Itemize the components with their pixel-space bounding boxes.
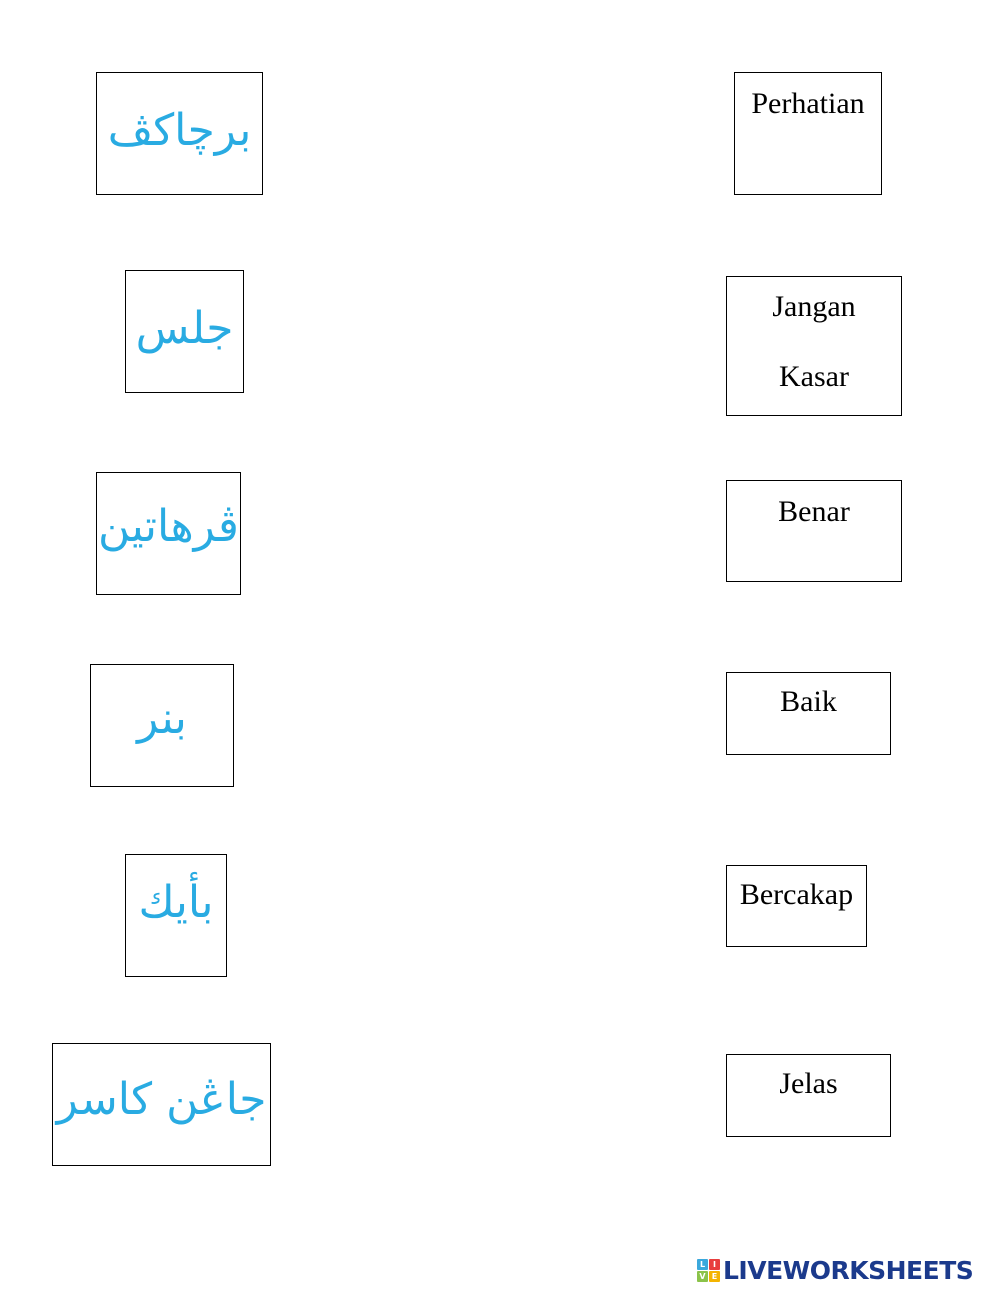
jawi-word: ڤرهاتين [98, 501, 239, 552]
logo-tile: L [697, 1259, 708, 1270]
jawi-card[interactable] [96, 472, 241, 595]
rumi-word: Bercakap [739, 878, 854, 911]
jawi-word: بأيك [138, 877, 214, 928]
logo-tiles-icon [697, 1259, 720, 1282]
jawi-word: جاڠن كاسر [56, 1074, 267, 1125]
logo-tile: V [697, 1271, 708, 1282]
rumi-word: Benar [778, 495, 850, 528]
logo-tile: I [709, 1259, 720, 1270]
logo-text: LIVEWORKSHEETS [723, 1255, 974, 1285]
rumi-word: Perhatian [751, 87, 865, 120]
jawi-word: جلس [135, 303, 234, 354]
jawi-card[interactable] [52, 1043, 271, 1166]
rumi-card[interactable] [734, 72, 882, 195]
rumi-word: Baik [780, 685, 837, 718]
rumi-word-line-1: Jangan [772, 290, 856, 323]
jawi-word: بنر [137, 693, 187, 744]
logo-tile: E [709, 1271, 720, 1282]
jawi-card[interactable] [96, 72, 263, 195]
rumi-word-line-2: Kasar [779, 360, 849, 393]
rumi-card[interactable] [726, 672, 891, 755]
rumi-card[interactable] [726, 1054, 891, 1137]
rumi-card[interactable] [726, 276, 902, 416]
rumi-card[interactable] [726, 480, 902, 582]
jawi-word: برچاكڤ [107, 105, 252, 156]
rumi-word: Jelas [779, 1067, 838, 1100]
jawi-card[interactable] [125, 270, 244, 393]
liveworksheets-logo [697, 1255, 973, 1285]
rumi-card[interactable] [726, 865, 867, 947]
jawi-card[interactable] [90, 664, 234, 787]
jawi-card[interactable] [125, 854, 227, 977]
